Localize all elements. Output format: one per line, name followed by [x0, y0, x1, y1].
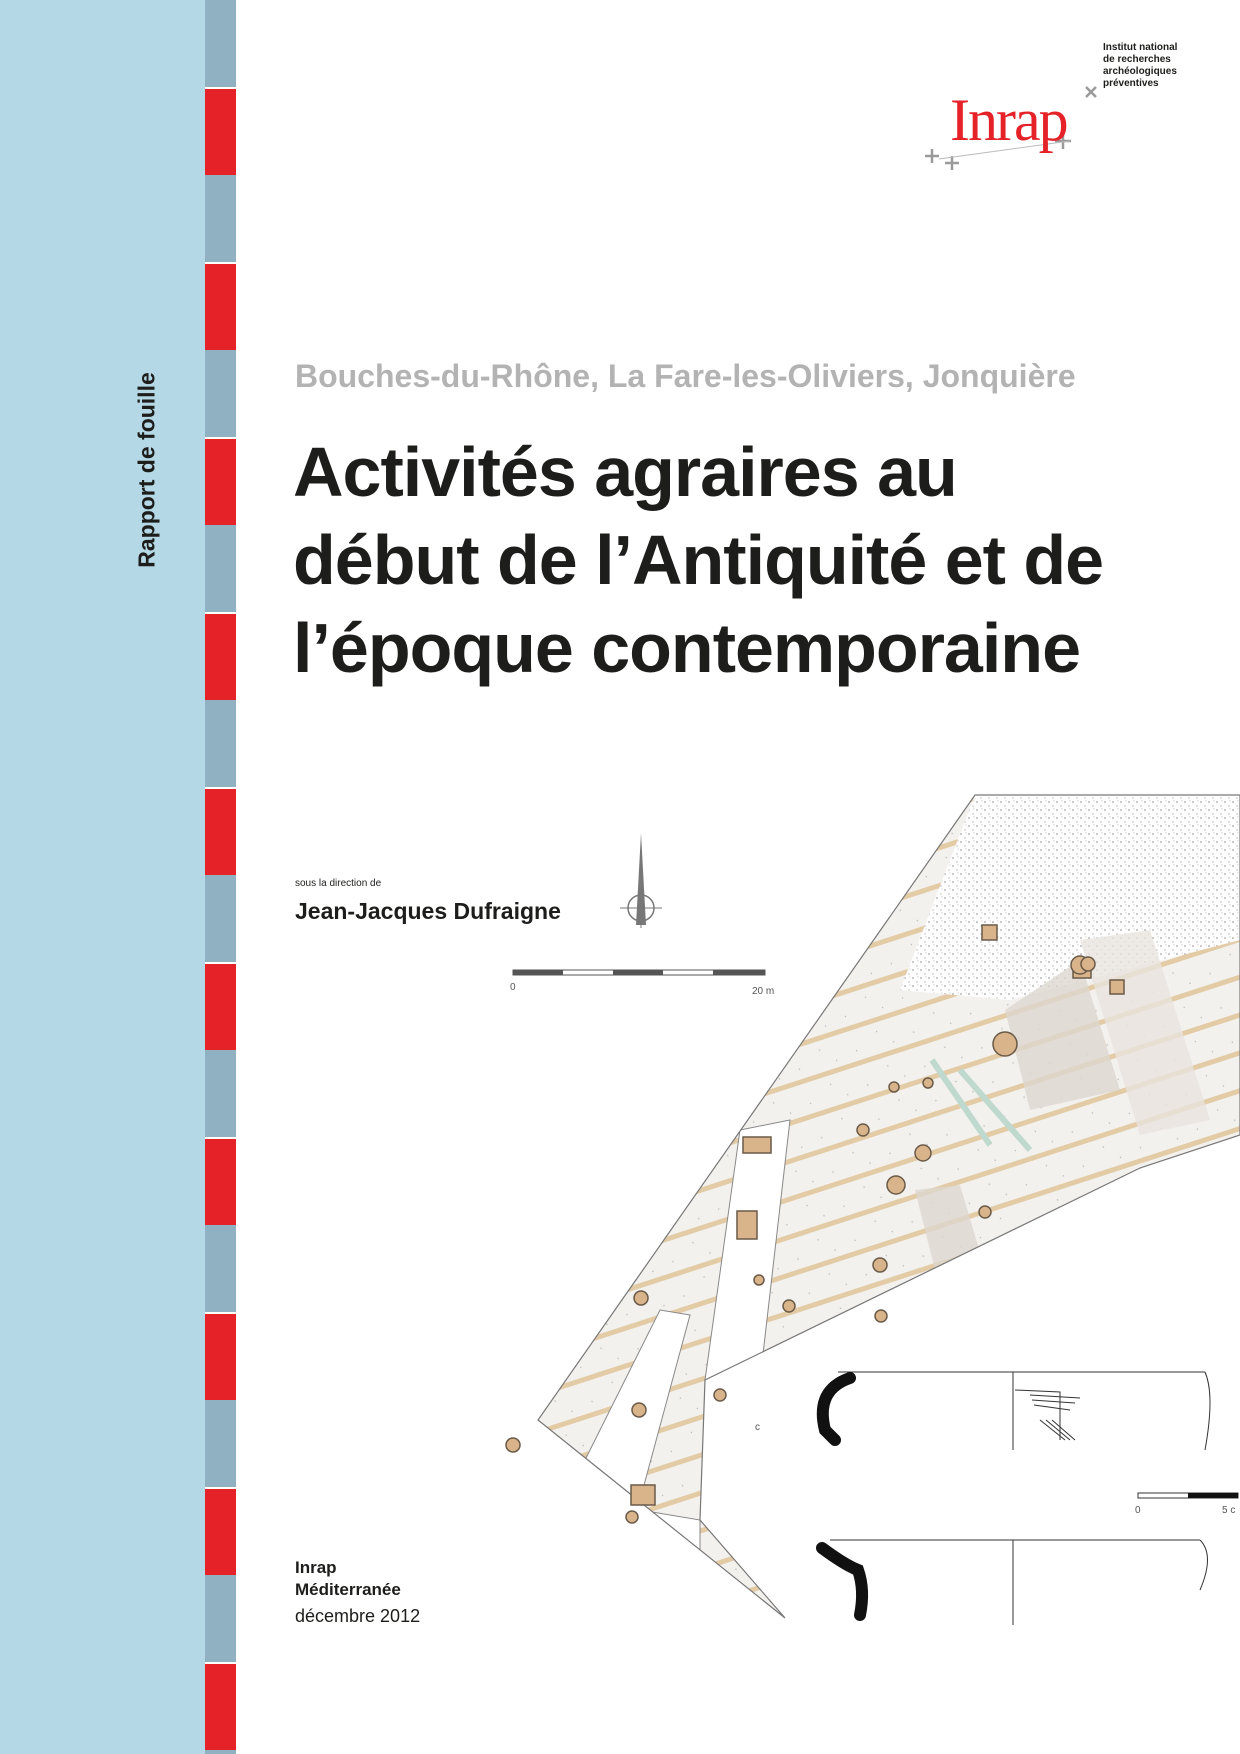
scale-start-label: 0 [510, 982, 516, 993]
pottery-profile-top [823, 1372, 1210, 1450]
institution-name: Institut national de recherches archéologiques préventives [1103, 42, 1178, 89]
title-line: début de l’Antiquité et de [293, 521, 1104, 599]
section-scale-end: 5 c [1222, 1505, 1236, 1516]
title-line: l’époque contemporaine [293, 609, 1080, 687]
scale-bar [510, 970, 774, 997]
publication-date: décembre 2012 [295, 1606, 421, 1626]
pottery-profile-bottom [822, 1540, 1208, 1625]
feature-marker: c [755, 1422, 760, 1433]
author-name: Jean-Jacques Dufraigne [295, 898, 561, 924]
logo-wordmark: Inrap [950, 87, 1067, 153]
report-type-label: Rapport de fouille [133, 372, 160, 568]
north-arrow-icon [620, 833, 662, 928]
section-scale-start: 0 [1135, 1505, 1141, 1516]
title-line: Activités agraires au [293, 433, 957, 511]
publisher: Inrap Méditerranée [295, 1558, 401, 1599]
direction-label: sous la direction de [295, 878, 382, 889]
scale-end-label: 20 m [752, 986, 775, 997]
section-scale-bar [1135, 1493, 1238, 1516]
location-subtitle: Bouches-du-Rhône, La Fare-les-Oliviers, Jonquière [295, 358, 1076, 394]
